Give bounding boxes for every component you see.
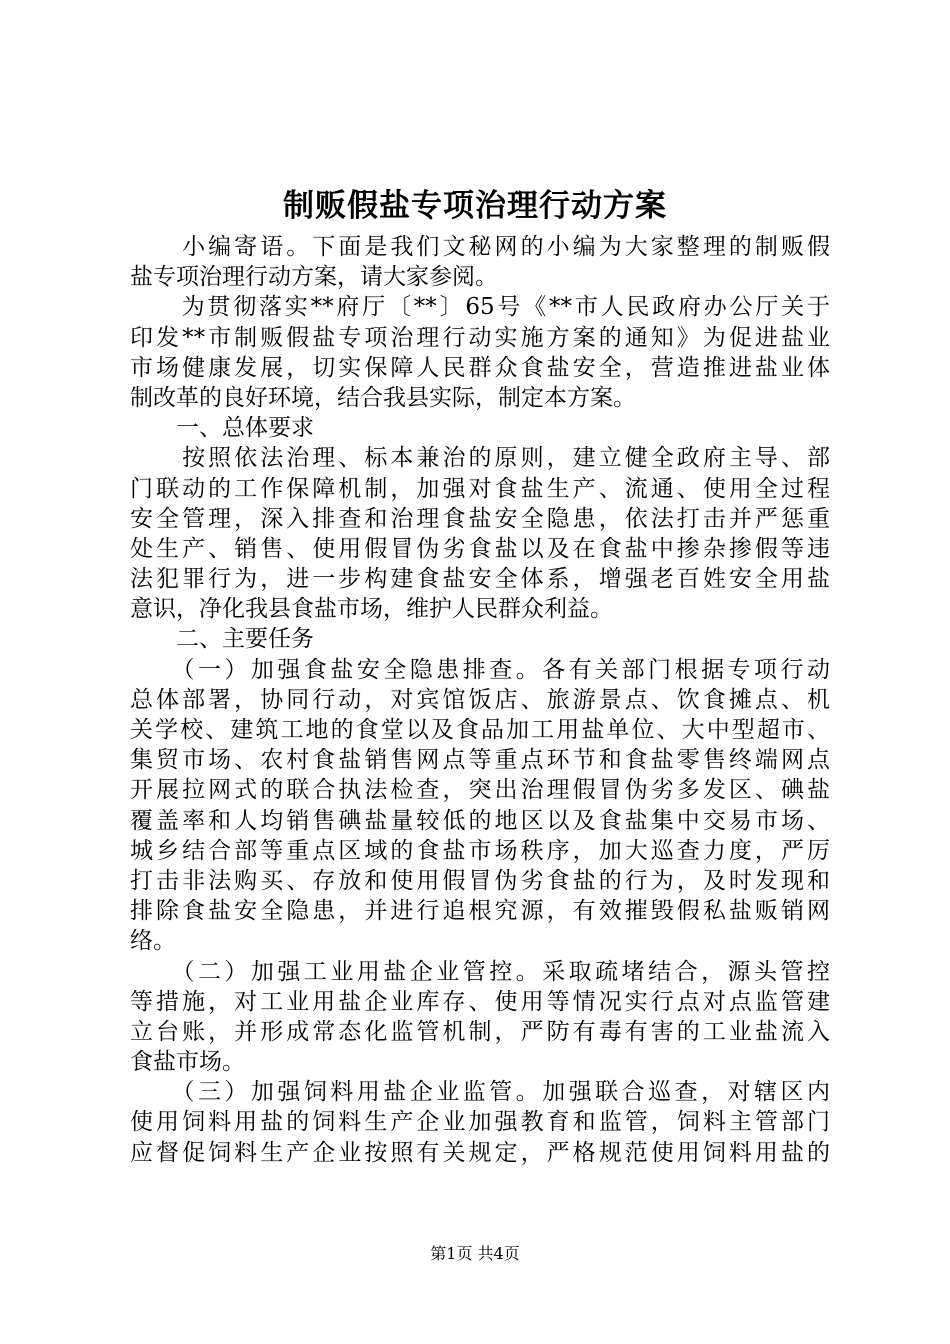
section-heading: 二、主要任务 <box>130 626 314 653</box>
body-line: 食盐市场。 <box>130 1049 245 1076</box>
section-heading: 一、总体要求 <box>130 415 314 442</box>
body-line: 制改革的良好环境，结合我县实际，制定本方案。 <box>130 384 636 411</box>
body-line: 等措施，对工业用盐企业库存、使用等情况实行点对点监管建 <box>130 988 830 1015</box>
document-body <box>130 232 830 1168</box>
body-line: 络。 <box>130 928 176 955</box>
body-line: 处生产、销售、使用假冒伪劣食盐以及在食盐中掺杂掺假等违 <box>130 535 830 562</box>
body-line: 打击非法购买、存放和使用假冒伪劣食盐的行为，及时发现和 <box>130 867 830 894</box>
body-line: 关学校、建筑工地的食堂以及食品加工用盐单位、大中型超市、 <box>130 717 830 743</box>
body-line: 应督促饲料生产企业按照有关规定，严格规范使用饲料用盐的 <box>130 1139 830 1166</box>
body-line: 立台账，并形成常态化监管机制，严防有毒有害的工业盐流入 <box>130 1018 830 1045</box>
body-line: 为贯彻落实**府厅〔**〕65号《**市人民政府办公厅关于 <box>130 294 830 321</box>
body-line: 总体部署，协同行动，对宾馆饭店、旅游景点、饮食摊点、机 <box>130 686 830 713</box>
body-line: 安全管理，深入排查和治理食盐安全隐患，依法打击并严惩重 <box>130 505 830 532</box>
body-line: 开展拉网式的联合执法检查，突出治理假冒伪劣多发区、碘盐 <box>130 777 830 804</box>
body-line: 使用饲料用盐的饲料生产企业加强教育和监管，饲料主管部门 <box>130 1109 830 1136</box>
body-line: 法犯罪行为，进一步构建食盐安全体系，增强老百姓安全用盐 <box>130 566 830 593</box>
document-title: 制贩假盐专项治理行动方案 <box>283 188 667 224</box>
page-footer: 第1页 共4页 <box>430 1244 520 1263</box>
body-line: 城乡结合部等重点区域的食盐市场秩序，加大巡查力度，严厉 <box>130 837 830 864</box>
body-line: （三）加强饲料用盐企业监管。加强联合巡查，对辖区内 <box>130 1079 830 1106</box>
body-line: 覆盖率和人均销售碘盐量较低的地区以及食盐集中交易市场、 <box>130 807 830 834</box>
body-line: （二）加强工业用盐企业管控。采取疏堵结合，源头管控 <box>130 958 830 985</box>
body-line: 市场健康发展，切实保障人民群众食盐安全，营造推进盐业体 <box>130 354 830 381</box>
body-line: 集贸市场、农村食盐销售网点等重点环节和食盐零售终端网点 <box>130 747 830 774</box>
body-line: 意识，净化我县食盐市场，维护人民群众利益。 <box>130 596 613 623</box>
body-line: 印发**市制贩假盐专项治理行动实施方案的通知》为促进盐业 <box>130 324 830 351</box>
body-line: 盐专项治理行动方案，请大家参阅。 <box>130 264 498 291</box>
body-line: 小编寄语。下面是我们文秘网的小编为大家整理的制贩假 <box>130 234 830 260</box>
body-line: 门联动的工作保障机制，加强对食盐生产、流通、使用全过程 <box>130 475 830 502</box>
body-line: 排除食盐安全隐患，并进行追根究源，有效摧毁假私盐贩销网 <box>130 898 830 925</box>
body-line: 按照依法治理、标本兼治的原则，建立健全政府主导、部 <box>130 445 830 472</box>
body-line: （一）加强食盐安全隐患排查。各有关部门根据专项行动 <box>130 656 830 683</box>
